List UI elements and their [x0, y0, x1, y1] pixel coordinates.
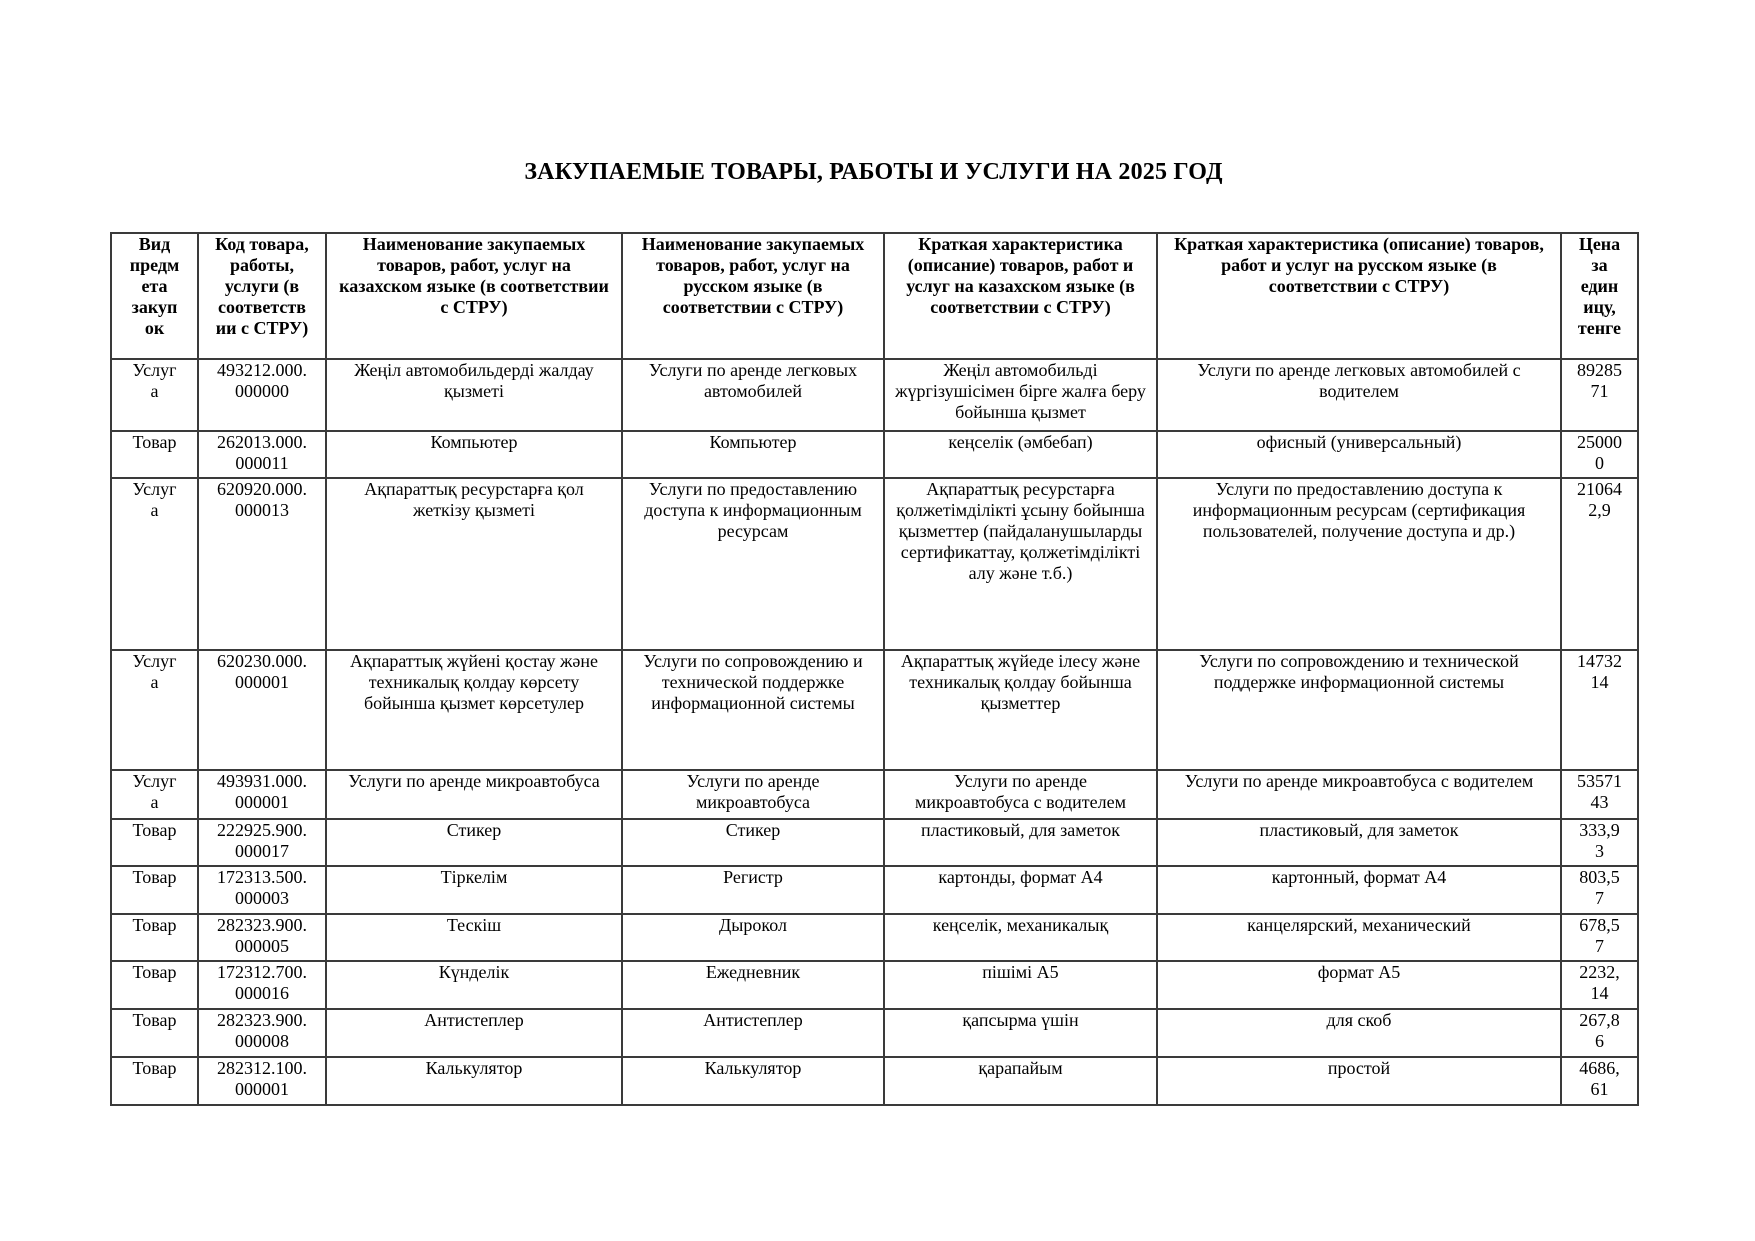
- table-row: [111, 819, 1638, 866]
- table-row: [111, 914, 1638, 961]
- column-header-price: Цена за единицу, тенге: [1561, 233, 1638, 359]
- table-cell: Товар: [111, 866, 198, 914]
- table-cell: 210642,9: [1561, 478, 1638, 650]
- table-cell: 678,57: [1561, 914, 1638, 961]
- table-cell: 803,57: [1561, 866, 1638, 914]
- table-cell: Услуги по аренде микроавтобуса с водителем: [884, 770, 1157, 819]
- table-cell: 2232,14: [1561, 961, 1638, 1009]
- column-header-name-kk: Наименование закупаемых товаров, работ, услуг на казахском языке (в соответствии с СТРУ): [326, 233, 622, 359]
- table-row: [111, 866, 1638, 914]
- table-cell: Күнделік: [326, 961, 622, 1009]
- table-cell: қапсырма үшін: [884, 1009, 1157, 1057]
- table-cell: Услуги по аренде легковых автомобилей: [622, 359, 884, 431]
- column-header-desc-kk: Краткая характеристика (описание) товаров, работ и услуг на казахском языке (в соответствии с СТРУ): [884, 233, 1157, 359]
- table-cell: картонный, формат А4: [1157, 866, 1561, 914]
- table-cell: формат А5: [1157, 961, 1561, 1009]
- table-cell: пластиковый, для заметок: [1157, 819, 1561, 866]
- table-cell: Антистеплер: [622, 1009, 884, 1057]
- table-cell: Калькулятор: [622, 1057, 884, 1105]
- table-cell: Услуги по аренде легковых автомобилей с водителем: [1157, 359, 1561, 431]
- table-cell: 8928571: [1561, 359, 1638, 431]
- table-cell: канцелярский, механический: [1157, 914, 1561, 961]
- table-cell: Услуги по аренде микроавтобуса: [622, 770, 884, 819]
- table-cell: 250000: [1561, 431, 1638, 478]
- table-cell: Товар: [111, 961, 198, 1009]
- table-row: [111, 359, 1638, 431]
- table-cell: картонды, формат А4: [884, 866, 1157, 914]
- table-cell: Ақпараттық жүйені қостау және техникалық қолдау көрсету бойынша қызмет көрсетулер: [326, 650, 622, 770]
- table-cell: 282312.100.000001: [198, 1057, 326, 1105]
- table-cell: 262013.000.000011: [198, 431, 326, 478]
- page-title: ЗАКУПАЕМЫЕ ТОВАРЫ, РАБОТЫ И УСЛУГИ НА 2025 ГОД: [524, 159, 1223, 185]
- table-cell: Услуга: [111, 770, 198, 819]
- table-cell: для скоб: [1157, 1009, 1561, 1057]
- table-row: [111, 1009, 1638, 1057]
- table-cell: Ежедневник: [622, 961, 884, 1009]
- table-cell: Услуги по предоставлению доступа к информационным ресурсам: [622, 478, 884, 650]
- table-cell: Антистеплер: [326, 1009, 622, 1057]
- table-cell: 493931.000.000001: [198, 770, 326, 819]
- table-row: [111, 1057, 1638, 1105]
- table-cell: Услуги по сопровождению и технической поддержке информационной системы: [622, 650, 884, 770]
- table-cell: 267,86: [1561, 1009, 1638, 1057]
- table-cell: Товар: [111, 819, 198, 866]
- table-cell: Тіркелім: [326, 866, 622, 914]
- table-cell: Ақпараттық ресурстарға қол жеткізу қызметі: [326, 478, 622, 650]
- table-cell: 282323.900.000008: [198, 1009, 326, 1057]
- table-cell: Жеңіл автомобильді жүргізушісімен бірге жалға беру бойынша қызмет: [884, 359, 1157, 431]
- table-cell: пластиковый, для заметок: [884, 819, 1157, 866]
- table-row: [111, 961, 1638, 1009]
- table-cell: Компьютер: [622, 431, 884, 478]
- table-row: [111, 770, 1638, 819]
- table-header: [111, 233, 1638, 359]
- header-row: [111, 233, 1638, 359]
- table-cell: Жеңіл автомобильдерді жалдау қызметі: [326, 359, 622, 431]
- table-cell: 222925.900.000017: [198, 819, 326, 866]
- table-cell: Товар: [111, 1057, 198, 1105]
- table-cell: Регистр: [622, 866, 884, 914]
- table-cell: простой: [1157, 1057, 1561, 1105]
- table-cell: Дырокол: [622, 914, 884, 961]
- table-cell: Стикер: [326, 819, 622, 866]
- table-cell: 172313.500.000003: [198, 866, 326, 914]
- column-header-name-ru: Наименование закупаемых товаров, работ, услуг на русском языке (в соответствии с СТРУ): [622, 233, 884, 359]
- table-cell: Ақпараттық жүйеде ілесу және техникалық қолдау бойынша қызметтер: [884, 650, 1157, 770]
- table-cell: 333,93: [1561, 819, 1638, 866]
- column-header-kind: Вид предмета закупок: [111, 233, 198, 359]
- table-body: [111, 359, 1638, 1105]
- table-row: [111, 650, 1638, 770]
- column-header-code: Код товара, работы, услуги (в соответствии с СТРУ): [198, 233, 326, 359]
- table-cell: Компьютер: [326, 431, 622, 478]
- table-cell: кеңселік (әмбебап): [884, 431, 1157, 478]
- document-content: [110, 157, 1637, 1106]
- table-cell: қарапайым: [884, 1057, 1157, 1105]
- table-cell: Услуги по предоставлению доступа к информационным ресурсам (сертификация пользователей, получение доступа и др.): [1157, 478, 1561, 650]
- table-cell: 5357143: [1561, 770, 1638, 819]
- table-cell: Ақпараттық ресурстарға қолжетімділікті ұсыну бойынша қызметтер (пайдаланушыларды сертификаттау, қолжетімділікті алу және т.б.): [884, 478, 1157, 650]
- table-cell: Товар: [111, 431, 198, 478]
- table-cell: кеңселік, механикалық: [884, 914, 1157, 961]
- table-cell: 4686,61: [1561, 1057, 1638, 1105]
- table-cell: Стикер: [622, 819, 884, 866]
- procurement-table: [110, 232, 1639, 1106]
- table-cell: 1473214: [1561, 650, 1638, 770]
- table-cell: Услуги по аренде микроавтобуса с водителем: [1157, 770, 1561, 819]
- table-cell: 620920.000.000013: [198, 478, 326, 650]
- table-cell: Товар: [111, 1009, 198, 1057]
- table-cell: офисный (универсальный): [1157, 431, 1561, 478]
- table-row: [111, 431, 1638, 478]
- table-cell: 282323.900.000005: [198, 914, 326, 961]
- table-cell: 172312.700.000016: [198, 961, 326, 1009]
- table-cell: Услуга: [111, 478, 198, 650]
- table-cell: 620230.000.000001: [198, 650, 326, 770]
- table-cell: пішімі А5: [884, 961, 1157, 1009]
- table-cell: Услуги по сопровождению и технической поддержке информационной системы: [1157, 650, 1561, 770]
- table-cell: 493212.000.000000: [198, 359, 326, 431]
- table-cell: Услуга: [111, 650, 198, 770]
- table-cell: Товар: [111, 914, 198, 961]
- table-cell: Услуги по аренде микроавтобуса: [326, 770, 622, 819]
- table-cell: Тескіш: [326, 914, 622, 961]
- table-row: [111, 478, 1638, 650]
- table-cell: Калькулятор: [326, 1057, 622, 1105]
- table-cell: Услуга: [111, 359, 198, 431]
- column-header-desc-ru: Краткая характеристика (описание) товаров, работ и услуг на русском языке (в соответствии с СТРУ): [1157, 233, 1561, 359]
